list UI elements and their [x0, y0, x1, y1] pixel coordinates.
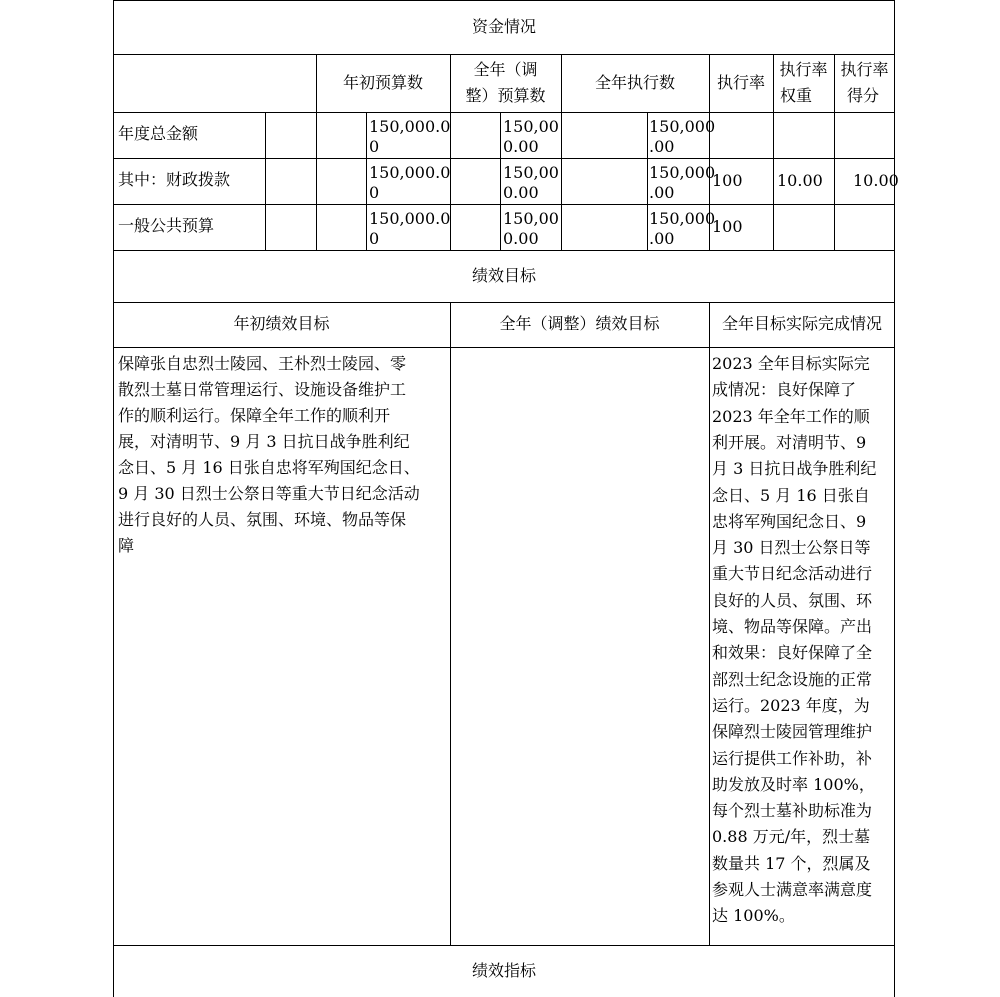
- rule: [113, 302, 895, 303]
- row-adjusted-line1: 150,00: [503, 163, 559, 182]
- text-line: 数量共 17 个，烈属及: [712, 853, 871, 873]
- row-initial-line1: 150,000.0: [369, 117, 451, 136]
- text-line: 部烈士纪念设施的正常: [712, 669, 873, 689]
- text-line: 2023 全年目标实际完: [712, 354, 870, 373]
- text-line: 月 3 日抗日战争胜利纪: [712, 459, 877, 479]
- text-line: 达 100%。: [712, 906, 795, 926]
- row-executed-line1: 150,000: [649, 163, 716, 182]
- text-line: 参观人士满意率满意度: [712, 880, 873, 899]
- text-line: 良好的人员、氛围、环: [712, 590, 873, 610]
- text-line: 保障烈士陵园管理维护: [712, 722, 873, 742]
- text-line: 念日、5 月 16 日张自忠将军殉国纪念日、: [118, 458, 420, 477]
- row-adjusted-line1: 150,00: [503, 117, 559, 136]
- goals-col-initial: 年初绩效目标: [233, 314, 330, 333]
- row-label: 年度总金额: [118, 124, 199, 143]
- rule: [316, 112, 317, 250]
- row-label: 其中：财政拨款: [118, 170, 231, 189]
- rule: [113, 347, 895, 348]
- row-executed-line1: 150,000: [649, 209, 716, 228]
- text-line: 成情况：良好保障了: [712, 380, 857, 400]
- text-line: 进行良好的人员、氛围、环境、物品等保: [118, 510, 407, 529]
- row-score: 10.00: [853, 171, 899, 190]
- rule: [113, 54, 895, 55]
- row-label: 一般公共预算: [118, 216, 215, 235]
- row-executed-line2: .00: [649, 229, 675, 248]
- row-adjusted-line2: 0.00: [503, 229, 539, 248]
- row-initial-line1: 150,000.0: [369, 209, 451, 228]
- text-line: 境、物品等保障。产出: [712, 617, 873, 636]
- performance-report-table: [113, 0, 899, 997]
- header-annual-execution: 全年执行数: [594, 73, 675, 92]
- text-line: 月 30 日烈士公祭日等: [712, 538, 871, 558]
- rule: [773, 112, 774, 250]
- goals-col-actual: 全年目标实际完成情况: [721, 314, 882, 333]
- row-adjusted-line2: 0.00: [503, 137, 539, 156]
- row-rate: 100: [712, 217, 743, 236]
- rule: [113, 945, 895, 946]
- text-line: 运行提供工作补助，补: [712, 748, 873, 768]
- text-line: 念日、5 月 16 日张自: [712, 485, 870, 505]
- row-initial-line2: 0: [369, 229, 380, 248]
- row-initial-line2: 0: [369, 183, 380, 202]
- text-line: 障: [118, 536, 135, 555]
- text-line: 0.88 万元/年，烈士墓: [712, 827, 871, 847]
- rule: [450, 302, 451, 945]
- header-rate-score-line2: 得分: [847, 86, 880, 105]
- text-line: 散烈士墓日常管理运行、设施设备维护工: [118, 380, 407, 399]
- text-line: 每个烈士墓补助标准为: [712, 801, 873, 821]
- header-rate-score-line1: 执行率: [840, 60, 889, 79]
- text-line: 利开展。对清明节、9: [712, 432, 867, 452]
- row-executed-line2: .00: [649, 183, 675, 202]
- text-line: 作的顺利运行。保障全年工作的顺利开: [118, 406, 391, 425]
- header-rate-weight-line1: 执行率: [779, 60, 828, 79]
- rule: [366, 112, 367, 250]
- row-executed-line1: 150,000: [649, 117, 716, 136]
- header-adjusted-budget-line2: 整）预算数: [465, 86, 546, 105]
- rule: [265, 112, 266, 250]
- text-line: 和效果：良好保障了全: [712, 643, 873, 663]
- row-weight: 10.00: [777, 171, 823, 190]
- header-rate-weight-line2: 权重: [780, 86, 813, 105]
- text-line: 助发放及时率 100%，: [712, 774, 875, 794]
- rule: [500, 112, 501, 250]
- header-adjusted-budget-line1: 全年（调: [473, 60, 538, 79]
- header-initial-budget: 年初预算数: [342, 73, 423, 92]
- rule: [709, 302, 710, 945]
- rule: [647, 112, 648, 250]
- text-line: 忠将军殉国纪念日、9: [712, 511, 867, 531]
- header-execution-rate: 执行率: [716, 73, 765, 92]
- row-adjusted-line1: 150,00: [503, 209, 559, 228]
- rule: [561, 112, 562, 250]
- rule: [113, 0, 895, 1]
- text-line: 保障张自忠烈士陵园、王朴烈士陵园、零: [118, 354, 407, 373]
- goals-col-adjusted: 全年（调整）绩效目标: [499, 314, 660, 333]
- text-line: 2023 年全年工作的顺: [712, 406, 870, 426]
- row-rate: 100: [712, 171, 743, 190]
- rule: [834, 112, 835, 250]
- goals-section-title: 绩效目标: [471, 266, 536, 285]
- text-line: 重大节日纪念活动进行: [712, 564, 873, 584]
- text-line: 展，对清明节、9 月 3 日抗日战争胜利纪: [118, 432, 410, 451]
- row-initial-line2: 0: [369, 137, 380, 156]
- row-executed-line2: .00: [649, 137, 675, 156]
- funds-section-title: 资金情况: [471, 17, 536, 36]
- rule: [113, 112, 895, 113]
- text-line: 运行。2023 年度，为: [712, 695, 870, 715]
- indicators-section-title: 绩效指标: [471, 961, 536, 980]
- row-adjusted-line2: 0.00: [503, 183, 539, 202]
- text-line: 9 月 30 日烈士公祭日等重大节日纪念活动: [118, 484, 420, 503]
- row-initial-line1: 150,000.0: [369, 163, 451, 182]
